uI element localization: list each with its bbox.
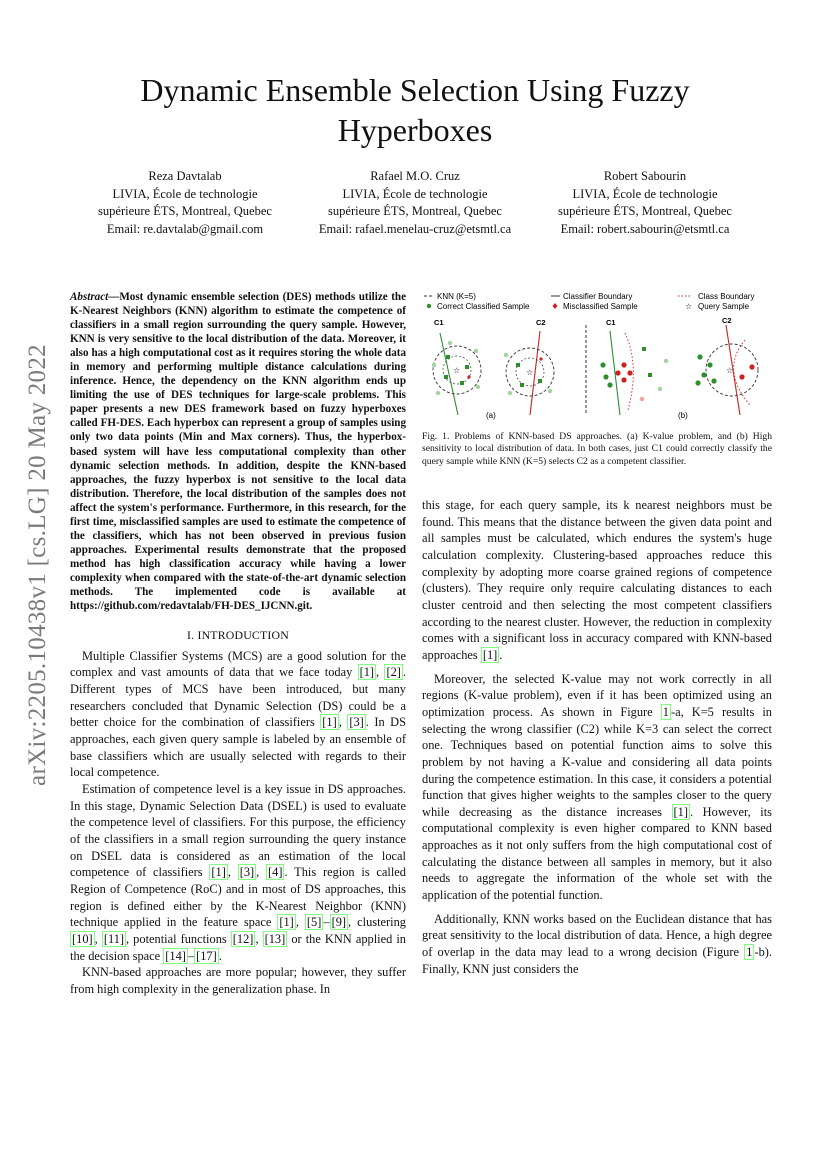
classifier-c2-label: C2 [722,316,732,325]
author-affiliation: LIVIA, École de technologie [572,186,718,201]
citation-link[interactable]: [4] [268,865,283,880]
figure-ref-link[interactable]: 1 [746,945,753,960]
faded-samples [658,359,668,391]
author-name: Reza Davtalab [148,169,222,183]
author-3 [530,168,760,238]
citation-link[interactable]: [3] [239,865,255,880]
classifier-c2-label: C2 [536,318,546,327]
citation-link[interactable]: [11] [103,931,125,946]
citation-link[interactable]: [1] [482,647,498,662]
right-paragraph-2: Moreover, the selected K-value may not work correctly in all regions (K-value problem), even if it has been optimized using an optimization process. As shown in Figure 1 -a, K=5 results in selecting the wrong classifier (C2) while K=3 can select the correct one. Techniques based on potential function aims to solve this problem by not having a K-value and considering all data points during the competence estimation. In this case, it considers a potential function that gives higher weights to the samples closer to the query while decreasing as the distance increases [1] . However, its computational complexity is even higher compared to KNN based approaches as it not only suffers from the high computational cost of calculating the distance between all samples in memory, but it also needs to aggregate the information of the whole set with the application of the potential function. [422,671,773,903]
author-affiliation: supérieure ÉTS, Montreal, Quebec [558,204,732,218]
citation-link[interactable]: [12] [232,931,254,946]
author-block [70,168,760,238]
left-column [70,290,406,998]
misclassified-samples [615,362,632,382]
section-heading-introduction: I. INTRODUCTION [187,628,289,643]
figure-ref-link[interactable]: 1 [662,704,669,719]
misclassified-samples [467,375,471,379]
author-affiliation: LIVIA, École de technologie [112,186,258,201]
citation-link[interactable]: [17] [196,948,217,963]
citation-link[interactable]: [1] [322,715,337,730]
figure-1 [420,285,772,425]
intro-paragraph-1: Multiple Classifier Systems (MCS) are a good solution for the complex and vast amounts of data that we face today [1] , [2] . Different types of MCS have been introduced, but many researchers concluded that Dynamic Selection (DS) could be a better choice for the combination of classifiers [1] , [3] . In DS approaches, each given query sample is labeled by an ensemble of base classifiers which are usually selected with regards to their local competence. [70,648,407,780]
author-email: Email: robert.sabourin@etsmtl.ca [560,221,730,236]
abstract-label: Abstract [70,291,109,303]
classifier-c1-label: C1 [434,318,444,327]
query-star-icon: ☆ [453,366,461,375]
legend-knn-label: KNN (K=5) [437,292,476,301]
correct-samples [600,347,652,388]
right-paragraph-3: Additionally, KNN works based on the Euclidean distance that has great sensitivity to the local distribution of data. Hence, a high degree of overlap in the data may lead to a wrong decision (Figure 1 -b). Finally, KNN just considers the [422,911,772,976]
query-star-icon: ☆ [526,368,534,377]
citation-link[interactable]: [1] [211,865,226,880]
author-1 [70,168,300,238]
query-star-icon: ☆ [726,366,734,375]
citation-link[interactable]: [1] [279,915,294,930]
abstract [70,290,406,613]
figure-1-caption: Fig. 1. Problems of KNN-based DS approaches. (a) K-value problem, and (b) High sensitivity to local distribution of data. In both cases, just C1 could correctly classify the query sample while KNN (K=5) selects C2 as a competent classifier. [422,431,772,467]
author-affiliation: supérieure ÉTS, Montreal, Quebec [328,204,502,218]
intro-paragraph-2: Estimation of competence level is a key issue in DS approaches. In this stage, Dynamic Selection Data (DSEL) is used to evaluate the competence level of classifiers. For this purpose, the efficiency of the classifiers in a small region surrounding the query instance on DSEL data is considered as an estimation of the local competence of classifiers [1] , [3] , [4] . This region is called Region of Competence (RoC) and in most of DS approaches, this region is defined either by the K-Nearest Neighbor (KNN) technique applied in the feature space [1] , [5] – [9] , clustering [10] , [11] , potential functions [12] , [13] or the KNN applied in the decision space [14] – [17] . [70,781,406,963]
misclassified-samples [539,357,543,361]
query-star-icon: ☆ [685,302,693,311]
classifier-c1-label: C1 [606,318,616,327]
citation-link[interactable]: [14] [165,948,186,963]
abstract-text: —Most dynamic ensemble selection (DES) methods utilize the K-Nearest Neighbors (KNN) algorithm to estimate the competence of classifiers in a small region surrounding the query sample. However, KNN is very sensitive to the local distribution of the data. Moreover, it also has a high computational cost as it requires storing the whole data in memory and performing multiple distance calculations during inference. Hence, the dependency on the KNN algorithm ends up limiting the use of DES techniques for large-scale problems. This paper presents a new DES framework based on fuzzy hyperboxes called FH-DES. Each hyperbox can represent a group of samples using only two data points (Min and Max corners). Thus, the hyperbox-based system will have less computational complexity than other dynamic selection methods. In addition, despite the KNN-based approaches, the fuzzy hyperbox is not sensitive to the local data distribution. Therefore, the local distribution of the samples does not affect the system's performance. Furthermore, in this research, for the first time, misclassified samples are used to estimate the competence of the classifiers, which has not been observed in previous fusion approaches. Experimental results demonstrate that the proposed method has high classification accuracy while having a lower complexity when compared with the state-of-the-art dynamic selection methods. The implemented code is available at https://github.com/redavtalab/FH-DES_IJCNN.git. [70,291,406,613]
citation-link[interactable]: [5] [306,915,322,930]
legend-misclassified-marker [553,303,558,309]
citation-link[interactable]: [3] [349,715,364,730]
right-paragraph-1: this stage, for each query sample, its k nearest neighbors must be found. This means that the distance between the given data point and all samples must be calculated, which endures the system's huge calculation complexity. Clustering-based approaches reduce this complexity by adopting more coarse grained regions of competence (clusters). They require only require calculating distances to each cluster centroid and then selecting the most competent classifiers according to the nearest cluster. However, the reduction in complexity comes with a significant loss in accuracy compared with KNN-based approaches [1] . [422,498,772,662]
citation-link[interactable]: [1] [673,804,688,819]
author-name: Rafael M.O. Cruz [370,169,460,183]
paper-title: Dynamic Ensemble Selection Using Fuzzy Hyperboxes [140,72,690,148]
legend-boundary-label: Classifier Boundary [563,292,633,301]
arxiv-sidebar-id: arXiv:2205.10438v1 [cs.LG] 20 May 2022 [24,344,51,786]
author-name: Robert Sabourin [603,169,687,183]
misclassified-samples [739,364,754,379]
author-2 [300,168,530,238]
citation-link[interactable]: [10] [72,931,93,946]
citation-link[interactable]: [13] [264,931,286,946]
legend-class-boundary-label: Class Boundary [698,292,755,301]
citation-link[interactable]: [9] [331,915,347,930]
legend-correct-marker [427,304,431,308]
intro-paragraph-3: KNN-based approaches are more popular; however, they suffer from high complexity in the generalization phase. In [70,965,406,996]
author-affiliation: supérieure ÉTS, Montreal, Quebec [98,204,272,218]
citation-link[interactable]: [1] [359,665,375,680]
legend-query-label: Query Sample [698,302,750,311]
author-email: Email: re.davtalab@gmail.com [106,221,264,236]
faded-misclassified-samples [640,397,644,401]
panel-a-label: (a) [486,411,496,420]
citation-link[interactable]: [2] [386,665,401,680]
legend-correct-label: Correct Classified Sample [437,302,530,311]
panel-b-label: (b) [678,411,688,420]
legend-misclassified-label: Misclassified Sample [563,302,638,311]
right-column [422,497,772,977]
author-affiliation: LIVIA, École de technologie [342,186,488,201]
author-email: Email: rafael.menelau-cruz@etsmtl.ca [318,221,512,236]
